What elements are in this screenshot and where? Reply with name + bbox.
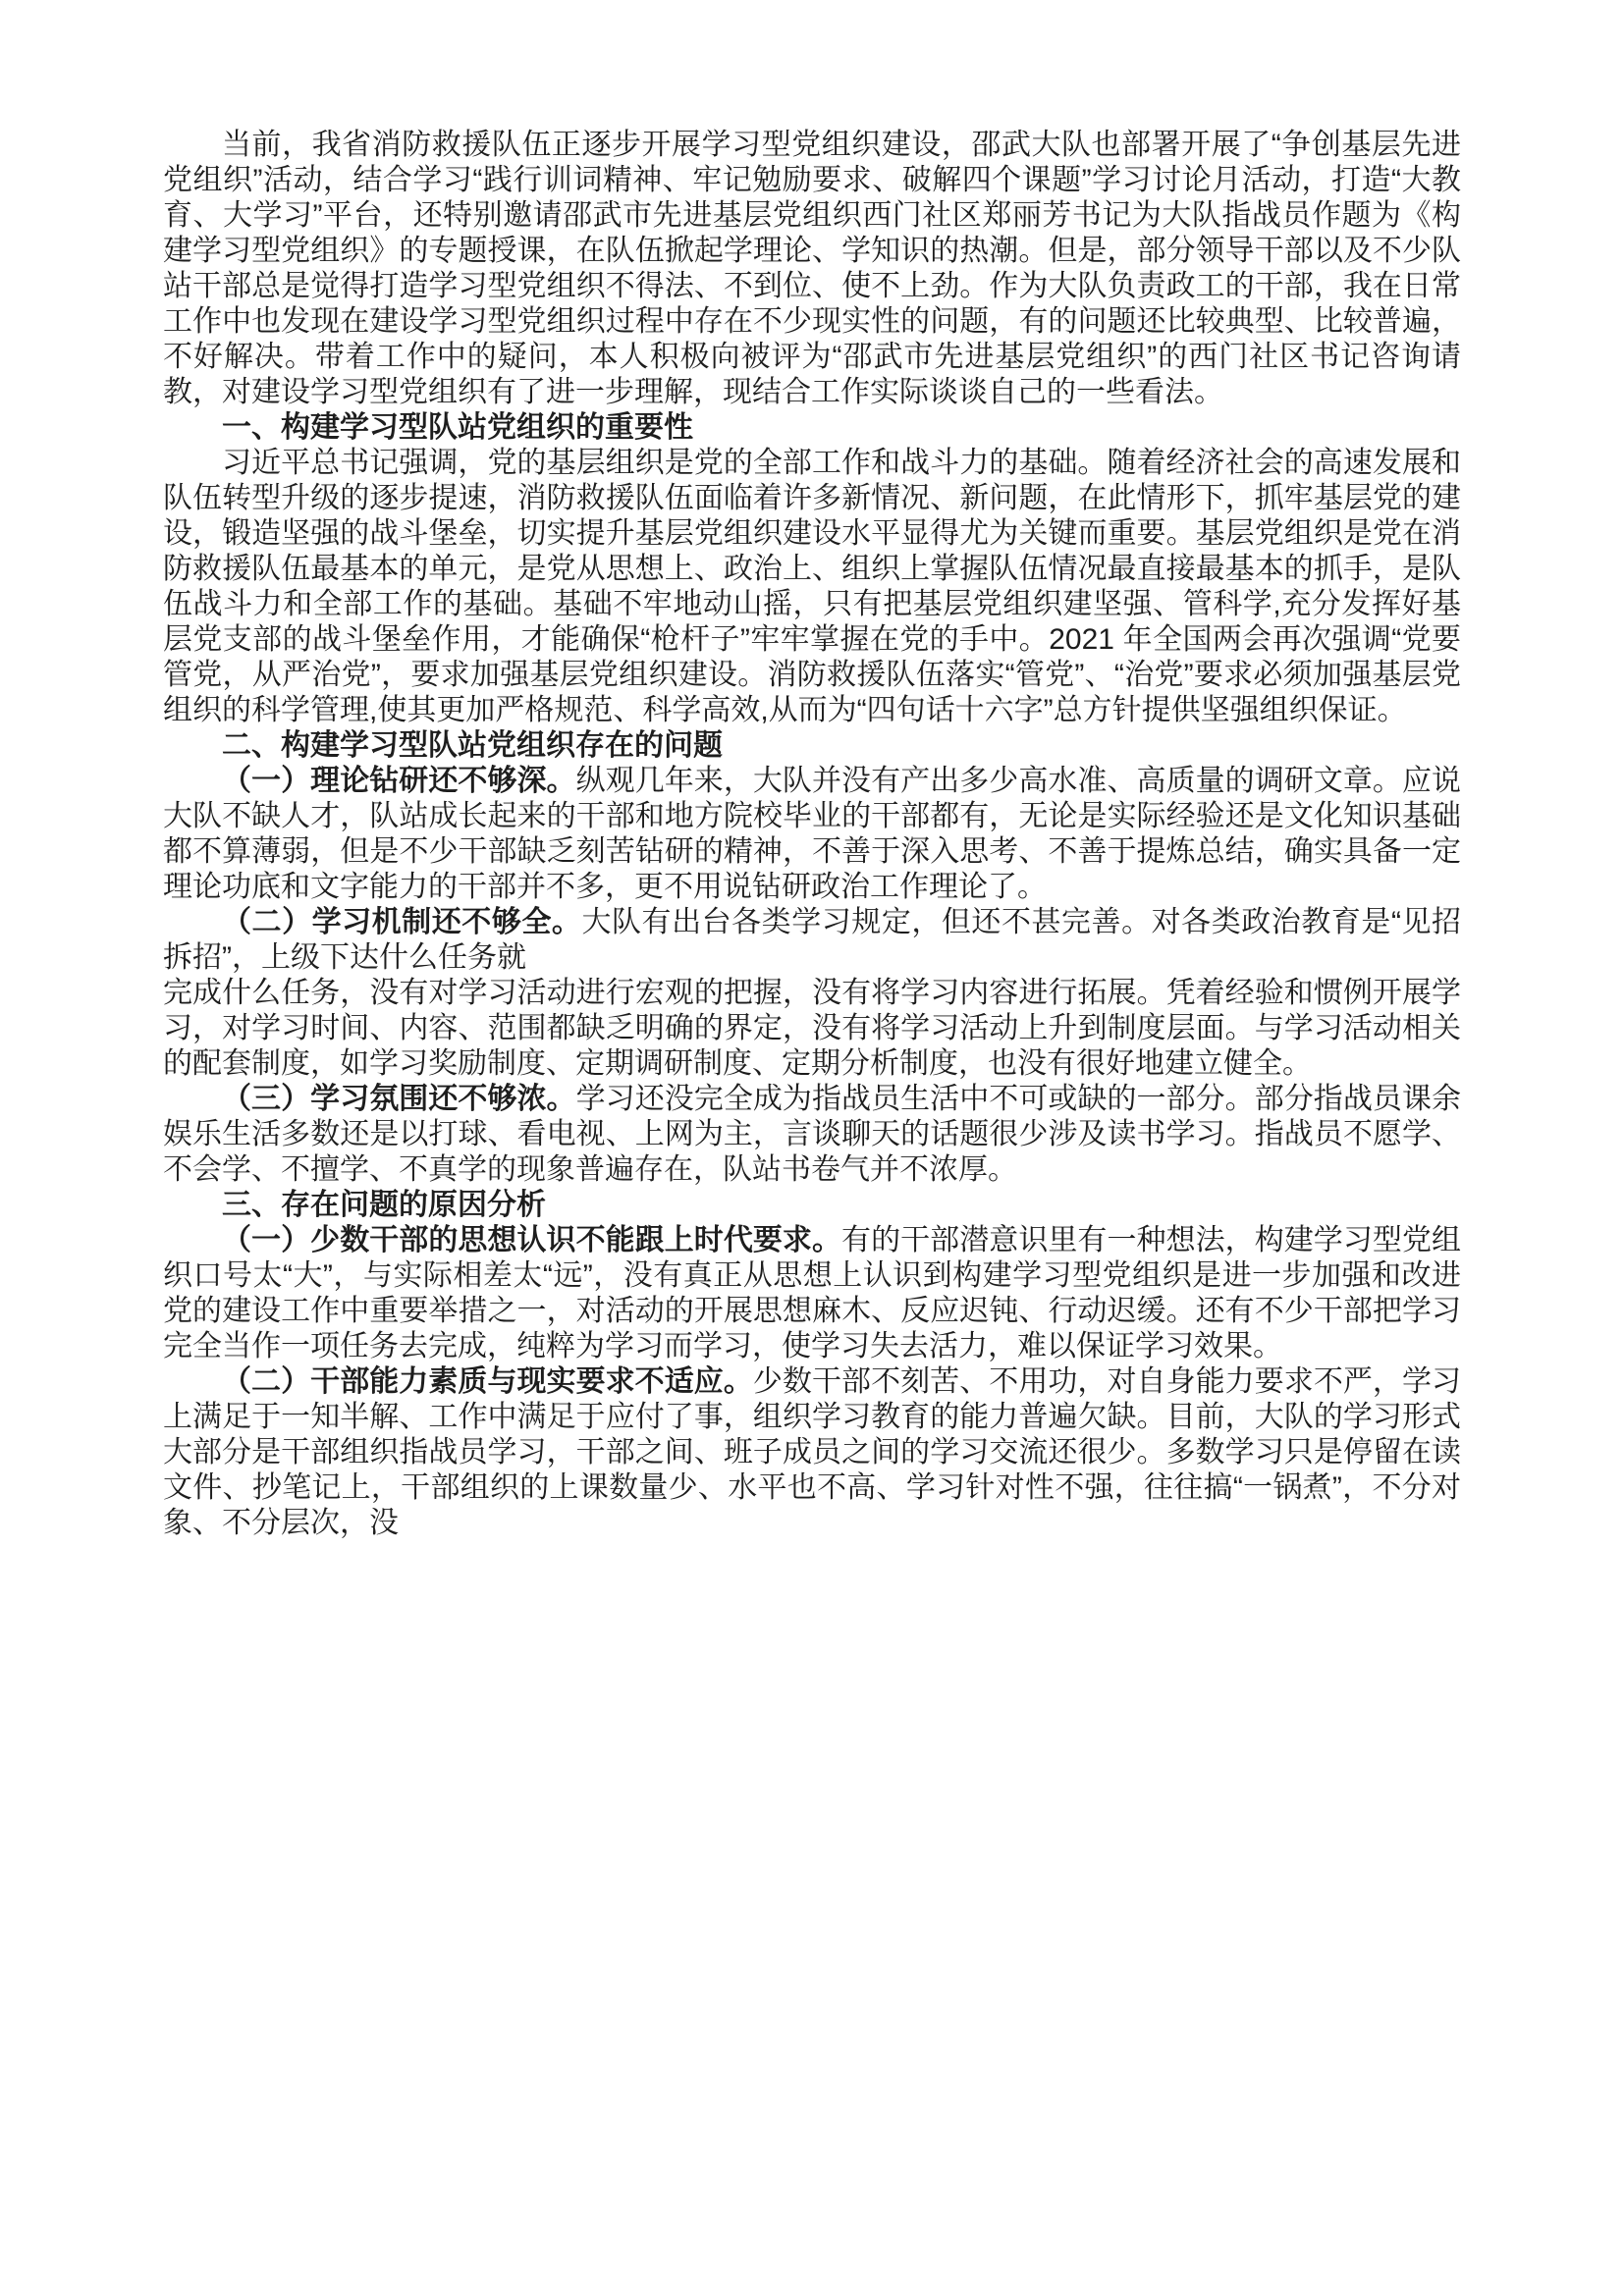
paragraph-problem-3 xyxy=(163,1082,1461,1188)
paragraph-text: 有的干部潜意识里有一种想法，构建学习型党组织口号太“大”，与实际相差太“远”，没有真正从思想上认识到构建学习型党组织是进一步加强和改进党的建设工作中重要举措之一，对活动的开展思想麻木、反应迟钝、行动迟缓。还有不少干部把学习完全当作一项任务去完成，纯粹为学习而学习，使学习失去活力，难以保证学习效果。 xyxy=(163,1224,1462,1362)
paragraph-importance xyxy=(163,446,1461,728)
document-body xyxy=(163,128,1461,1541)
paragraph-lead: （二）干部能力素质与现实要求不适应。 xyxy=(222,1365,753,1398)
paragraph-text: 当前，我省消防救援队伍正逐步开展学习型党组织建设，邵武大队也部署开展了“争创基层先进党组织”活动，结合学习“践行训词精神、牢记勉励要求、破解四个课题”学习讨论月活动，打造“大教育、大学习”平台，还特别邀请邵武市先进基层党组织西门社区郑丽芳书记为大队指战员作题为《构建学习型党组织》的专题授课，在队伍掀起学理论、学知识的热潮。但是，部分领导干部以及不少队站干部总是觉得打造学习型党组织不得法、不到位、使不上劲。作为大队负责政工的干部，我在日常工作中也发现在建设学习型党组织过程中存在不少现实性的问题，有的问题还比较典型、比较普遍，不好解决。带着工作中的疑问，本人积极向被评为“邵武市先进基层党组织”的西门社区书记咨询请教，对建设学习型党组织有了进一步理解，现结合工作实际谈谈自己的一些看法。 xyxy=(163,129,1461,408)
heading-importance xyxy=(163,410,1461,446)
paragraph-lead: （二）学习机制还不够全。 xyxy=(222,906,582,938)
heading-problems xyxy=(163,728,1461,764)
paragraph-cause-1 xyxy=(163,1223,1461,1364)
paragraph-text: 学习还没完全成为指战员生活中不可或缺的一部分。部分指战员课余娱乐生活多数还是以打球、看电视、上网为主，言谈聊天的话题很少涉及读书学习。指战员不愿学、不会学、不擅学、不真学的现象普遍存在，队站书卷气并不浓厚。 xyxy=(163,1083,1462,1186)
heading-text: 二、构建学习型队站党组织存在的问题 xyxy=(222,729,723,762)
paragraph-lead: （一）理论钻研还不够深。 xyxy=(222,765,576,797)
paragraph-text: 纵观几年来，大队并没有产出多少高水准、高质量的调研文章。应说大队不缺人才，队站成长起来的干部和地方院校毕业的干部都有，无论是实际经验还是文化知识基础都不算薄弱，但是不少干部缺乏刻苦钻研的精神，不善于深入思考、不善于提炼总结，确实具备一定理论功底和文字能力的干部并不多，更不用说钻研政治工作理论了。 xyxy=(163,765,1462,903)
paragraph-cause-2 xyxy=(163,1364,1461,1541)
paragraph-text: 少数干部不刻苦、不用功，对自身能力要求不严，学习上满足于一知半解、工作中满足于应付了事，组织学习教育的能力普遍欠缺。目前，大队的学习形式大部分是干部组织指战员学习，干部之间、班子成员之间的学习交流还很少。多数学习只是停留在读文件、抄笔记上，干部组织的上课数量少、水平也不高、学习针对性不强，往往搞“一锅煮”，不分对象、不分层次，没 xyxy=(163,1365,1462,1539)
paragraph-problem-1 xyxy=(163,764,1461,905)
heading-causes xyxy=(163,1188,1461,1223)
paragraph-text: 习近平总书记强调，党的基层组织是党的全部工作和战斗力的基础。随着经济社会的高速发展和队伍转型升级的逐步提速，消防救援队伍面临着许多新情况、新问题，在此情形下，抓牢基层党的建设，锻造坚强的战斗堡垒，切实提升基层党组织建设水平显得尤为关键而重要。基层党组织是党在消防救援队伍最基本的单元，是党从思想上、政治上、组织上掌握队伍情况最直接最基本的抓手，是队伍战斗力和全部工作的基础。基础不牢地动山摇，只有把基层党组织建坚强、管科学,充分发挥好基层党支部的战斗堡垒作用，才能确保“枪杆子”牢牢掌握在党的手中。2021 年全国两会再次强调“党要管党，从严治党”，要求加强基层党组织建设。消防救援队伍落实“管党”、“治党”要求必须加强基层党组织的科学管理,使其更加严格规范、科学高效,从而为“四句话十六字”总方针提供坚强组织保证。 xyxy=(163,447,1461,726)
paragraph-text: 完成什么任务，没有对学习活动进行宏观的把握，没有将学习内容进行拓展。凭着经验和惯例开展学习，对学习时间、内容、范围都缺乏明确的界定，没有将学习活动上升到制度层面。与学习活动相关的配套制度，如学习奖励制度、定期调研制度、定期分析制度，也没有很好地建立健全。 xyxy=(163,977,1461,1080)
paragraph-problem-2-continuation xyxy=(163,976,1461,1082)
paragraph-lead: （三）学习氛围还不够浓。 xyxy=(222,1083,576,1115)
paragraph-text: 大队有出台各类学习规定，但还不甚完善。对各类政治教育是“见招拆招”，上级下达什么任务就 xyxy=(163,906,1462,974)
paragraph-lead: （一）少数干部的思想认识不能跟上时代要求。 xyxy=(222,1224,842,1256)
heading-text: 一、构建学习型队站党组织的重要性 xyxy=(222,411,693,444)
heading-text: 三、存在问题的原因分析 xyxy=(222,1189,546,1221)
paragraph-intro xyxy=(163,128,1461,410)
paragraph-problem-2 xyxy=(163,905,1461,976)
